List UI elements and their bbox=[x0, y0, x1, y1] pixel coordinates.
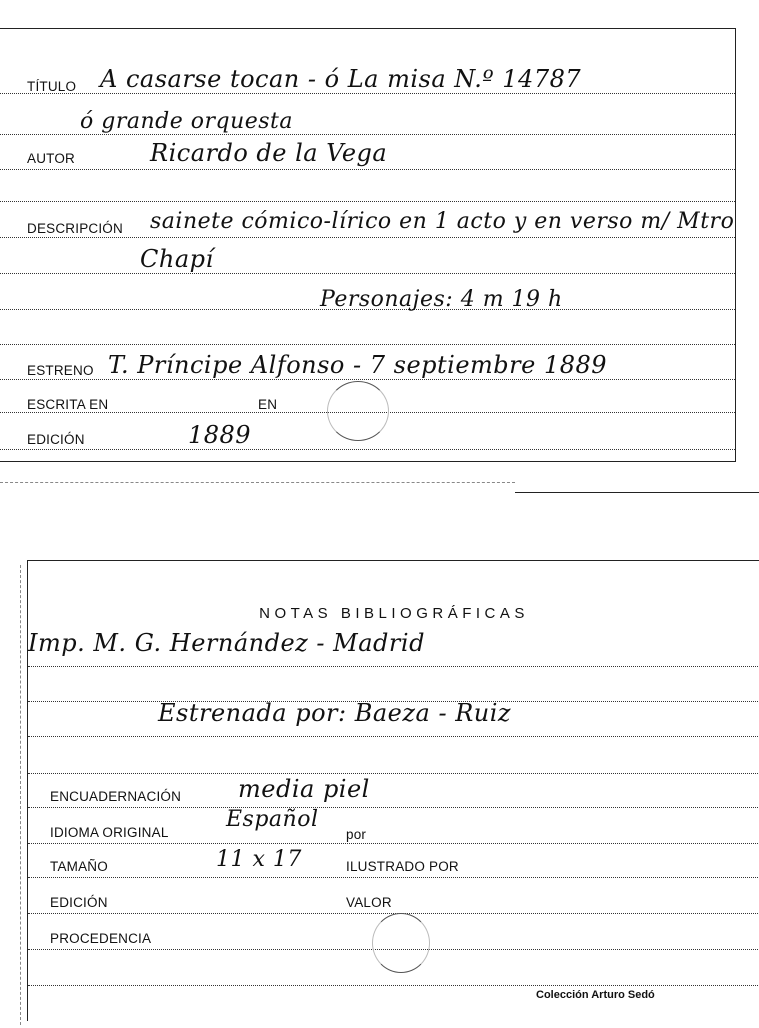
encuadernacion-value: media piel bbox=[238, 775, 370, 803]
catalog-card-bottom bbox=[27, 560, 759, 1021]
edicion-value: 1889 bbox=[188, 421, 252, 449]
ruled-line bbox=[28, 666, 759, 667]
ruled-line bbox=[28, 807, 759, 808]
notes-line-1: Imp. M. G. Hernández - Madrid bbox=[28, 629, 425, 657]
ruled-line bbox=[0, 449, 735, 450]
ruled-line bbox=[0, 134, 735, 135]
cut-line bbox=[0, 482, 515, 483]
ruled-line bbox=[0, 344, 735, 345]
titulo-value-line2: ó grande orquesta bbox=[80, 109, 293, 134]
library-stamp bbox=[372, 913, 430, 973]
autor-label: AUTOR bbox=[27, 151, 76, 166]
titulo-label: TÍTULO bbox=[27, 79, 77, 94]
valor-label: VALOR bbox=[346, 895, 392, 910]
ruled-line bbox=[0, 237, 735, 238]
por-label: por bbox=[346, 827, 367, 842]
procedencia-label: PROCEDENCIA bbox=[50, 931, 152, 946]
en-label: EN bbox=[258, 397, 278, 412]
library-stamp bbox=[327, 381, 389, 441]
tamano-value: 11 x 17 bbox=[216, 847, 302, 872]
descripcion-label: DESCRIPCIÓN bbox=[27, 221, 123, 236]
ruled-line bbox=[0, 273, 735, 274]
edicion-label-bottom: EDICIÓN bbox=[50, 895, 108, 910]
escrita-en-label: ESCRITA EN bbox=[27, 397, 109, 412]
collection-footer: Colección Arturo Sedó bbox=[536, 989, 655, 1001]
ruled-line bbox=[0, 379, 735, 380]
idioma-value: Español bbox=[226, 807, 319, 832]
encuadernacion-label: ENCUADERNACIÓN bbox=[50, 789, 182, 804]
catalog-card-top bbox=[0, 28, 736, 462]
personajes-value: Personajes: 4 m 19 h bbox=[320, 287, 563, 312]
idioma-label: IDIOMA ORIGINAL bbox=[50, 825, 169, 840]
card-edge-line bbox=[20, 565, 21, 1025]
ruled-line bbox=[0, 169, 735, 170]
descripcion-value: sainete cómico-lírico en 1 acto y en verso m/ Mtro bbox=[150, 209, 735, 234]
notas-title: NOTAS BIBLIOGRÁFICAS bbox=[259, 605, 529, 622]
ruled-line bbox=[0, 201, 735, 202]
ruled-line bbox=[28, 736, 759, 737]
ruled-line bbox=[0, 93, 735, 94]
notes-line-2: Estrenada por: Baeza - Ruiz bbox=[158, 699, 512, 727]
titulo-value: A casarse tocan - ó La misa N.º 14787 bbox=[100, 65, 582, 93]
autor-value: Ricardo de la Vega bbox=[150, 139, 388, 167]
estreno-value: T. Príncipe Alfonso - 7 septiembre 1889 bbox=[108, 351, 608, 379]
edicion-label: EDICIÓN bbox=[27, 432, 85, 447]
fold-line bbox=[515, 492, 759, 493]
ruled-line bbox=[28, 985, 759, 986]
descripcion-value-line2: Chapí bbox=[140, 245, 214, 273]
ruled-line bbox=[28, 843, 759, 844]
ilustrado-label: ILUSTRADO POR bbox=[346, 859, 459, 874]
estreno-label: ESTRENO bbox=[27, 363, 94, 378]
ruled-line bbox=[28, 877, 759, 878]
ruled-line bbox=[28, 773, 759, 774]
tamano-label: TAMAÑO bbox=[50, 859, 108, 874]
